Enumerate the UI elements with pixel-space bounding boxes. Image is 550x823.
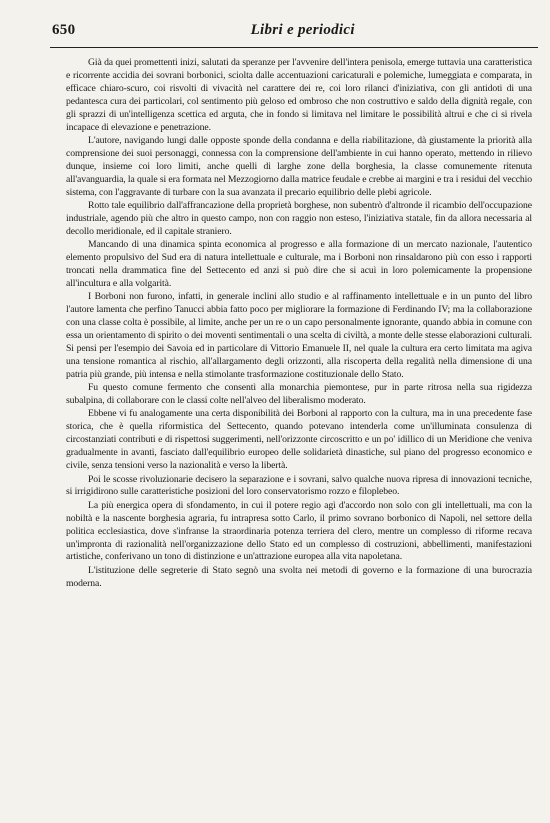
paragraph-10: L'istituzione delle segreterie di Stato segnò una svolta nei metodi di governo e la formazione di una burocrazia moderna. (66, 564, 532, 589)
paragraph-9: La più energica opera di sfondamento, in cui il potere regio agì d'accordo non solo con gli intellettuali, ma con la nobiltà e la nascente borghesia agraria, fu intrapresa sotto Carlo, il primo sovrano borbonico di Napoli, nel settore della politica ecclesiastica, dove s'infranse la straordinaria potenza terriera del clero, mentre un complesso di riforme recava un'impronta di razionalità nell'organizzazione dello Stato ed un complesso di costruzioni, abbellimenti, manifestazioni artistiche, conferivano un tono di distinzione e un'attrazione europea alla vita napoletana. (66, 499, 532, 563)
paragraph-2: L'autore, navigando lungi dalle opposte sponde della condanna e della riabilitazione, dà giustamente la priorità alla comprensione dei suoi personaggi, connessa con la comprensione dell'ambiente in cui hanno operato, mettendo in rilievo dunque, insieme coi loro limiti, anche quelli di larghe zone della borghesia, la classe comunemente ritenuta all'avanguardia, la quale si era formata nel Mezzogiorno dalla matrice feudale e crebbe ai margini e tra i residui del vecchio sistema, con l'aggravante di turbare con la sua avanzata il precario equilibrio delle plebi agricole. (66, 134, 532, 198)
running-head: Libri e periodici (250, 22, 355, 38)
paragraph-3: Rotto tale equilibrio dall'affrancazione della proprietà borghese, non subentrò d'altronde il ricambio dell'occupazione industriale, agendo più che altro in questo campo, non con raggio non esteso, l'iniziativa statale, fin da allora necessaria al decollo meridionale, ed il capitale straniero. (66, 199, 532, 237)
paragraph-5: I Borboni non furono, infatti, in generale inclini allo studio e al raffinamento intellettuale e in un punto del libro l'autore lamenta che perfino Tanucci abbia fatto poco per migliorare la formazione di Ferdinando IV; ma la collaborazione con una classe colta è possibile, al limite, anche per un re o un capo personalmente ignorante, quando abbia in comune con essa un orientamento di spirito o dei moventi sentimentali o una scelta di civiltà, a monte delle stesse elaborazioni culturali. Si pensi per l'esempio dei Savoia ed in particolare di Vittorio Emanuele II, nel quale la cultura era certo limitata ma agiva una tensione romantica al rischio, all'allargamento degli orizzonti, alla riscoperta della regalità nella dimensione di una patria più grande, più intensa e nella stimolante trasformazione costituzionale dello Stato. (66, 291, 532, 380)
paragraph-1: Già da quei promettenti inizi, salutati da speranze per l'avvenire dell'intera penisola, emerge tuttavia una caratteristica e ricorrente accidia dei sovrani borbonici, sciolta dalle accentuazioni caricaturali e polemiche, lumeggiata e comparata, in efficace chiaro-scuro, coi risvolti di vivacità nel carattere dei re, coi loro rilanci d'iniziativa, con gli antidoti di una pedantesca cura dei particolari, col sentimento più geloso ed ombroso che non costruttivo e saldo della dignità regale, con gli sprazzi di un'intelligenza scettica ed arguta, che in fondo si limitava nel limitare le possibilità altrui e che ci si rivela incapace di elevazione e penetrazione. (66, 57, 532, 133)
paragraph-4: Mancando di una dinamica spinta economica al progresso e alla formazione di un mercato nazionale, l'autentico elemento propulsivo del Sud era di natura intellettuale e culturale, ma i Borboni non rinsaldarono più con esso i rapporti troncati nella drammatica fine del Settecento ed anzi si può dire che si acuì in loro polemicamente la propensione all'incultura e alla volgarità. (66, 239, 532, 289)
header-rule (50, 47, 538, 48)
page-header (52, 22, 530, 46)
page-number: 650 (52, 22, 76, 38)
body-text (66, 57, 532, 591)
paragraph-7: Ebbene vi fu analogamente una certa disponibilità dei Borboni al rapporto con la cultura, ma in una precedente fase storica, che è quella riformistica del Settecento, quando potevano intenderla come un'illuminata consulenza di circostanziati contributi e di rispettosi suggerimenti, nell'orizzonte circoscritto e un po' idillico di un Meridione che veniva gradualmente in avanti, fasciato dall'equilibrio europeo delle solidarietà dinastiche, sul piano del progresso economico e civile, senza tensioni verso la nazionalità e verso la libertà. (66, 408, 532, 472)
paragraph-6: Fu questo comune fermento che consentì alla monarchia piemontese, pur in parte ritrosa nella sua rigidezza subalpina, di collaborare con le classi colte nell'alveo del liberalismo moderato. (66, 382, 532, 407)
paragraph-8: Poi le scosse rivoluzionarie decisero la separazione e i sovrani, salvo qualche nuova ripresa di innovazioni tecniche, si irrigidirono sulle caratteristiche posizioni del loro conservatorismo rozzo e filoplebeo. (66, 473, 532, 498)
